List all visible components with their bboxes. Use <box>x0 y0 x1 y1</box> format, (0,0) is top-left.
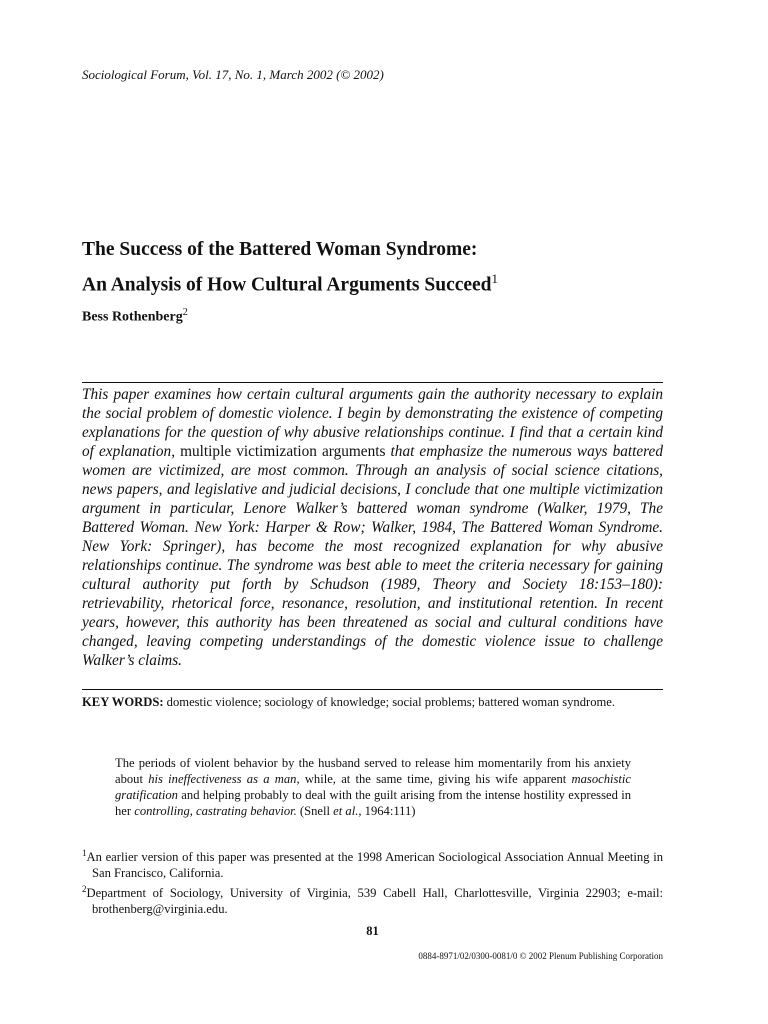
title-line-2 <box>82 264 682 300</box>
footnote-2 <box>82 881 663 917</box>
abstract-bottom-rule <box>82 689 663 690</box>
epigraph-italic-3: controlling, castrating behavior. <box>134 804 297 818</box>
title-footnote-mark: 1 <box>491 271 499 286</box>
epigraph-text-1: The periods of violent behavior by the husband served to release him momentarily from his anxiety about <box>115 756 631 786</box>
paper-title <box>82 235 682 300</box>
footnote-1-text: An earlier version of this paper was presented at the 1998 American Sociological Association Annual Meeting in San Francisco, California. <box>86 850 663 881</box>
title-line-1: The Success of the Battered Woman Syndrome: <box>82 239 478 260</box>
author-name: Bess Rothenberg <box>82 309 183 325</box>
paper-page <box>82 0 663 1024</box>
footnote-1-mark: 1 <box>82 848 87 858</box>
abstract-part-1: This paper examines how certain cultural arguments gain the authority necessary to explain the social problem of domestic violence. I begin by demonstrating the existence of competing explanations for the question of why abusive relationships continue. I find that a certain kind of explanation, <box>82 386 663 460</box>
epigraph-text-3: and helping probably to deal with the guilt arising from the intense hostility expressed in her <box>115 788 631 818</box>
epigraph-text-5: , 1964:111) <box>358 804 416 818</box>
journal-header: Sociological Forum, Vol. 17, No. 1, March 2002 (© 2002) <box>82 67 384 82</box>
footnote-2-mark: 2 <box>82 884 87 895</box>
keywords-label: KEY WORDS: <box>82 695 164 709</box>
keywords-text: domestic violence; sociology of knowledge; social problems; battered woman syndrome. <box>163 695 616 709</box>
keywords <box>82 694 663 710</box>
footnote-1 <box>82 845 663 881</box>
epigraph-quote <box>115 755 631 819</box>
epigraph-text-2: , while, at the same time, giving his wife apparent <box>296 772 572 786</box>
title-line-2-text: An Analysis of How Cultural Arguments Succeed <box>82 274 492 296</box>
abstract-top-rule <box>82 382 663 383</box>
epigraph-italic-4: et al. <box>333 804 359 818</box>
footnotes <box>82 845 663 917</box>
epigraph-italic-1: his ineffectiveness as a man <box>148 772 297 786</box>
abstract <box>82 385 663 670</box>
footnote-2-text: Department of Sociology, University of Virginia, 539 Cabell Hall, Charlottesville, Virginia 22903; e-mail: brothenberg@virginia.edu. <box>86 886 663 917</box>
author <box>82 307 188 326</box>
epigraph-text-4: (Snell <box>296 804 334 818</box>
publisher-imprint: 0884-8971/02/0300-0081/0 © 2002 Plenum Publishing Corporation <box>418 951 663 961</box>
page-number: 81 <box>366 924 379 938</box>
abstract-part-2: that emphasize the numerous ways battered women are victimized, are most common. Through an analysis of social science citations, news papers, and legislative and judicial decisions, I conclude that one multiple victimization argument in particular, Lenore Walker’s battered woman syndrome (Walker, 1979, The Battered Woman. New York: Harper & Row; Walker, 1984, The Battered Woman Syndrome. New York: Springer), has become the most recognized explanation for why abusive relationships continue. The syndrome was best able to meet the criteria necessary for gaining cultural authority put forth by Schudson (1989, Theory and Society 18:153–180): retrievability, rhetorical force, resonance, resolution, and institutional retention. In recent years, however, this authority has been threatened as social and cultural conditions have changed, leaving competing understandings of the domestic violence issue to challenge Walker’s claims. <box>82 443 663 669</box>
abstract-roman-term: multiple victimization arguments <box>180 443 386 460</box>
author-footnote-mark: 2 <box>182 307 188 318</box>
epigraph-italic-2: masochistic gratification <box>115 772 631 802</box>
